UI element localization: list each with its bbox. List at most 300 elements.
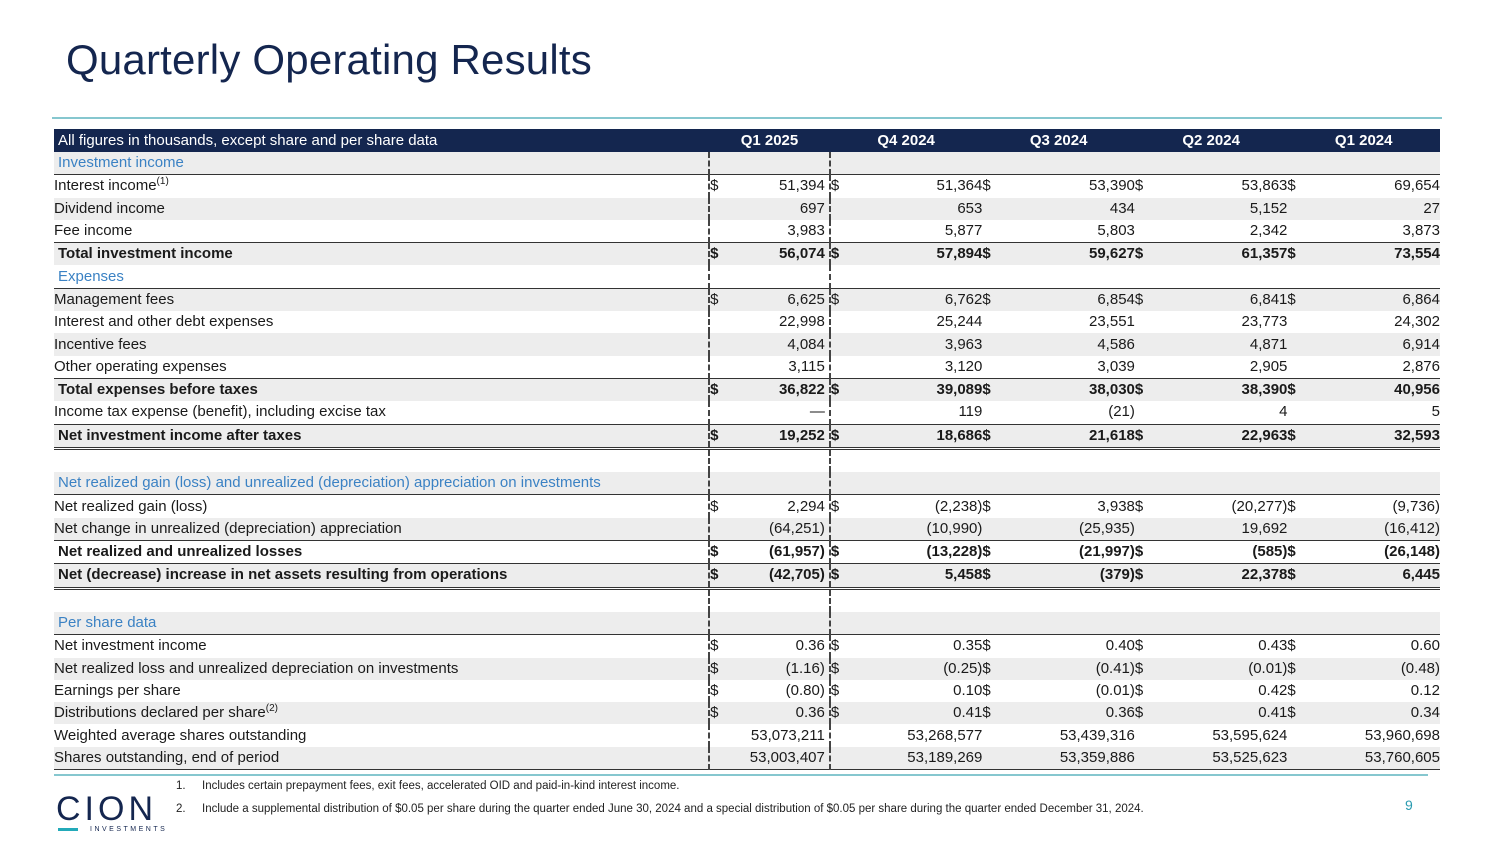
currency-cell	[1287, 564, 1314, 588]
value-cell	[1162, 152, 1288, 175]
currency-cell	[709, 724, 736, 746]
page-title: Quarterly Operating Results	[66, 36, 592, 83]
currency-symbol: $	[710, 681, 719, 699]
currency-symbol: $	[982, 497, 991, 515]
value-cell: (25,935)	[1009, 518, 1135, 541]
currency-symbol: $	[830, 245, 840, 263]
currency-cell	[830, 288, 857, 311]
value-cell: (16,412)	[1314, 518, 1440, 541]
row-label	[54, 152, 709, 175]
currency-symbol: $	[830, 681, 840, 699]
row-label	[54, 243, 709, 266]
table-header-row	[54, 129, 1440, 152]
currency-cell	[982, 635, 1009, 658]
value-cell: (585)	[1162, 541, 1288, 564]
currency-cell	[1287, 243, 1314, 266]
currency-cell	[1135, 702, 1162, 724]
currency-symbol: $	[1287, 426, 1296, 444]
currency-cell	[830, 175, 857, 198]
value-cell	[736, 612, 830, 635]
row-label-text: Net investment income	[54, 637, 207, 655]
currency-symbol: $	[830, 381, 840, 399]
currency-cell	[830, 635, 857, 658]
currency-cell	[709, 198, 736, 220]
value-cell: 3,983	[736, 220, 830, 243]
currency-cell	[830, 495, 857, 518]
value-cell: 2,876	[1314, 356, 1440, 379]
table-row	[54, 311, 1440, 333]
table-row	[54, 220, 1440, 243]
value-cell: 53,073,211	[736, 724, 830, 746]
table-row	[54, 424, 1440, 448]
value-cell: 434	[1009, 198, 1135, 220]
value-cell: 6,445	[1314, 564, 1440, 588]
currency-symbol: $	[710, 177, 719, 195]
currency-cell	[1287, 333, 1314, 355]
table-row	[54, 518, 1440, 541]
currency-cell	[709, 472, 736, 495]
currency-cell	[709, 747, 736, 770]
currency-symbol: $	[1287, 659, 1296, 677]
row-label	[54, 658, 709, 680]
value-cell	[856, 612, 982, 635]
footer-divider	[54, 774, 1428, 776]
currency-symbol: $	[1134, 704, 1144, 722]
row-label	[54, 378, 709, 401]
footnote-ref: (1)	[156, 176, 169, 188]
column-header: Q4 2024	[830, 129, 983, 152]
currency-cell	[1135, 333, 1162, 355]
footnote-number: 1.	[176, 780, 186, 792]
value-cell: 53,268,577	[856, 724, 982, 746]
currency-cell	[982, 265, 1009, 288]
table-row	[54, 401, 1440, 424]
value-cell	[736, 448, 830, 472]
currency-cell	[982, 588, 1009, 612]
value-cell: 53,390	[1009, 175, 1135, 198]
value-cell: 0.40	[1009, 635, 1135, 658]
currency-symbol: $	[710, 426, 719, 444]
table-body	[54, 152, 1440, 770]
value-cell	[856, 265, 982, 288]
currency-cell	[830, 333, 857, 355]
value-cell	[1162, 588, 1288, 612]
currency-cell	[1135, 448, 1162, 472]
currency-cell	[1135, 495, 1162, 518]
value-cell: 0.41	[1162, 702, 1288, 724]
table-header-label: All figures in thousands, except share and per share data	[54, 129, 709, 152]
value-cell: 0.35	[856, 635, 982, 658]
value-cell: 3,115	[736, 356, 830, 379]
currency-cell	[709, 448, 736, 472]
currency-cell	[982, 680, 1009, 702]
currency-symbol: $	[1287, 543, 1296, 561]
currency-cell	[709, 333, 736, 355]
row-label	[54, 198, 709, 220]
row-label-text: Net investment income after taxes	[58, 426, 302, 444]
currency-symbol: $	[982, 566, 991, 584]
table-row	[54, 243, 1440, 266]
section-row	[54, 265, 1440, 288]
value-cell	[1314, 588, 1440, 612]
value-cell: (0.01)	[1162, 658, 1288, 680]
currency-cell	[1287, 311, 1314, 333]
row-label-text: Incentive fees	[54, 335, 147, 353]
value-cell: 53,595,624	[1162, 724, 1288, 746]
currency-symbol: $	[1287, 497, 1296, 515]
value-cell: 4,586	[1009, 333, 1135, 355]
logo-subtitle: INVESTMENTS	[90, 826, 168, 833]
value-cell	[736, 588, 830, 612]
currency-symbol: $	[1134, 426, 1144, 444]
currency-cell	[830, 243, 857, 266]
logo-accent-bar	[58, 828, 78, 831]
value-cell: 53,439,316	[1009, 724, 1135, 746]
footnote-text: Include a supplemental distribution of $0.05 per share during the quarter ended June 30, 2024 and a special distribution of $0.05 per share during the quarter ended December 31, 2024.	[202, 803, 1144, 815]
value-cell: (0.41)	[1009, 658, 1135, 680]
table-row	[54, 333, 1440, 355]
value-cell: 0.60	[1314, 635, 1440, 658]
value-cell: 4,084	[736, 333, 830, 355]
currency-cell	[982, 658, 1009, 680]
currency-cell	[830, 541, 857, 564]
currency-cell	[1135, 635, 1162, 658]
currency-symbol: $	[982, 704, 991, 722]
currency-cell	[982, 288, 1009, 311]
value-cell: 56,074	[736, 243, 830, 266]
row-label	[54, 495, 709, 518]
value-cell: 2,294	[736, 495, 830, 518]
value-cell: 0.43	[1162, 635, 1288, 658]
value-cell: 27	[1314, 198, 1440, 220]
currency-symbol: $	[1134, 245, 1144, 263]
value-cell: 0.36	[736, 702, 830, 724]
value-cell: 38,030	[1009, 378, 1135, 401]
currency-symbol: $	[830, 637, 840, 655]
currency-symbol: $	[830, 566, 840, 584]
currency-cell	[830, 588, 857, 612]
row-label-text: Net realized gain (loss)	[54, 497, 208, 515]
currency-cell	[982, 448, 1009, 472]
currency-cell	[830, 724, 857, 746]
value-cell: 5,877	[856, 220, 982, 243]
currency-symbol: $	[830, 290, 840, 308]
currency-symbol: $	[1134, 681, 1144, 699]
currency-cell	[1135, 378, 1162, 401]
value-cell: 53,189,269	[856, 747, 982, 770]
value-cell: (26,148)	[1314, 541, 1440, 564]
currency-cell	[982, 495, 1009, 518]
row-label-text: Net realized loss and unrealized depreciation on investments	[54, 659, 459, 677]
value-cell	[736, 265, 830, 288]
currency-cell	[709, 288, 736, 311]
row-label	[54, 588, 709, 612]
row-label	[54, 333, 709, 355]
value-cell: 697	[736, 198, 830, 220]
value-cell	[1162, 472, 1288, 495]
value-cell	[1009, 265, 1135, 288]
value-cell: 19,252	[736, 424, 830, 448]
currency-cell	[1135, 747, 1162, 770]
footnote-ref: (2)	[265, 703, 279, 715]
table-row	[54, 175, 1440, 198]
value-cell: (0.80)	[736, 680, 830, 702]
row-label	[54, 612, 709, 635]
row-label-text: Per share data	[58, 614, 157, 632]
value-cell: 53,003,407	[736, 747, 830, 770]
currency-cell	[982, 401, 1009, 424]
currency-cell	[709, 612, 736, 635]
section-row	[54, 472, 1440, 495]
table-row	[54, 680, 1440, 702]
value-cell	[1314, 612, 1440, 635]
currency-symbol: $	[1134, 290, 1144, 308]
currency-cell	[830, 564, 857, 588]
currency-cell	[1135, 588, 1162, 612]
column-header: Q1 2024	[1287, 129, 1440, 152]
row-label	[54, 518, 709, 541]
row-label	[54, 401, 709, 424]
currency-cell	[1287, 724, 1314, 746]
value-cell: 5,152	[1162, 198, 1288, 220]
cion-logo	[56, 790, 168, 833]
currency-cell	[1287, 495, 1314, 518]
currency-cell	[1287, 612, 1314, 635]
currency-cell	[982, 356, 1009, 379]
currency-symbol: $	[710, 290, 719, 308]
value-cell: 21,618	[1009, 424, 1135, 448]
table-row	[54, 378, 1440, 401]
currency-symbol: $	[1287, 566, 1296, 584]
footnotes	[176, 779, 1144, 825]
currency-cell	[1135, 680, 1162, 702]
value-cell	[1314, 448, 1440, 472]
currency-cell	[830, 658, 857, 680]
value-cell: 38,390	[1162, 378, 1288, 401]
value-cell: —	[736, 401, 830, 424]
currency-symbol: $	[1134, 177, 1144, 195]
currency-symbol: $	[982, 381, 991, 399]
currency-cell	[982, 702, 1009, 724]
currency-cell	[1135, 288, 1162, 311]
currency-cell	[982, 198, 1009, 220]
currency-cell	[830, 448, 857, 472]
currency-symbol: $	[830, 426, 840, 444]
currency-cell	[709, 680, 736, 702]
row-label-text: Distributions declared per share	[54, 704, 266, 722]
value-cell: 61,357	[1162, 243, 1288, 266]
currency-cell	[709, 702, 736, 724]
value-cell: 0.10	[856, 680, 982, 702]
currency-cell	[1135, 658, 1162, 680]
value-cell: 2,342	[1162, 220, 1288, 243]
currency-symbol: $	[830, 497, 840, 515]
value-cell: 53,525,623	[1162, 747, 1288, 770]
column-header: Q1 2025	[709, 129, 830, 152]
value-cell: 0.36	[736, 635, 830, 658]
value-cell: 6,841	[1162, 288, 1288, 311]
row-label	[54, 680, 709, 702]
currency-cell	[1287, 448, 1314, 472]
value-cell: 53,863	[1162, 175, 1288, 198]
currency-cell	[830, 152, 857, 175]
currency-symbol: $	[1287, 381, 1296, 399]
currency-cell	[982, 378, 1009, 401]
row-label-text: Interest and other debt expenses	[54, 313, 274, 331]
row-label-text: Investment income	[58, 154, 184, 172]
currency-cell	[1287, 175, 1314, 198]
value-cell: 36,822	[736, 378, 830, 401]
currency-cell	[982, 612, 1009, 635]
currency-symbol: $	[1134, 497, 1144, 515]
currency-cell	[1135, 356, 1162, 379]
value-cell: 59,627	[1009, 243, 1135, 266]
value-cell: 40,956	[1314, 378, 1440, 401]
currency-cell	[1287, 288, 1314, 311]
spacer-row	[54, 448, 1440, 472]
value-cell	[1009, 612, 1135, 635]
currency-symbol: $	[982, 290, 991, 308]
row-label	[54, 265, 709, 288]
currency-symbol: $	[1134, 659, 1144, 677]
currency-cell	[830, 424, 857, 448]
footnote-text: Includes certain prepayment fees, exit fees, accelerated OID and paid-in-kind interest income.	[202, 780, 680, 792]
currency-cell	[1135, 175, 1162, 198]
value-cell: 53,359,886	[1009, 747, 1135, 770]
value-cell: 6,854	[1009, 288, 1135, 311]
value-cell: (20,277)	[1162, 495, 1288, 518]
value-cell	[1009, 588, 1135, 612]
currency-cell	[830, 198, 857, 220]
currency-cell	[982, 472, 1009, 495]
footnote	[176, 779, 1144, 802]
value-cell: 4,871	[1162, 333, 1288, 355]
value-cell	[856, 152, 982, 175]
currency-cell	[830, 265, 857, 288]
currency-cell	[709, 265, 736, 288]
currency-symbol: $	[982, 659, 991, 677]
section-row	[54, 612, 1440, 635]
currency-cell	[709, 658, 736, 680]
currency-cell	[1287, 702, 1314, 724]
value-cell: (61,957)	[736, 541, 830, 564]
currency-cell	[830, 702, 857, 724]
value-cell	[1314, 152, 1440, 175]
footnote	[176, 802, 1144, 825]
currency-cell	[709, 220, 736, 243]
operating-results-table	[54, 129, 1440, 770]
currency-cell	[709, 152, 736, 175]
row-label-text: Expenses	[58, 267, 124, 285]
value-cell	[856, 448, 982, 472]
currency-symbol: $	[1134, 381, 1144, 399]
value-cell: (21,997)	[1009, 541, 1135, 564]
section-row	[54, 152, 1440, 175]
logo-wordmark: CION	[56, 790, 157, 828]
currency-symbol: $	[710, 245, 719, 263]
currency-cell	[1287, 401, 1314, 424]
currency-cell	[1135, 612, 1162, 635]
currency-symbol: $	[830, 704, 840, 722]
currency-cell	[709, 311, 736, 333]
currency-symbol: $	[830, 659, 840, 677]
currency-cell	[982, 541, 1009, 564]
currency-cell	[1287, 265, 1314, 288]
currency-symbol: $	[1134, 543, 1144, 561]
value-cell: (379)	[1009, 564, 1135, 588]
row-label	[54, 724, 709, 746]
currency-cell	[1135, 311, 1162, 333]
value-cell: 53,960,698	[1314, 724, 1440, 746]
currency-cell	[1287, 424, 1314, 448]
row-label-text: Shares outstanding, end of period	[54, 748, 280, 766]
currency-cell	[1135, 152, 1162, 175]
value-cell	[736, 152, 830, 175]
value-cell: 3,873	[1314, 220, 1440, 243]
value-cell: 51,364	[856, 175, 982, 198]
currency-cell	[982, 311, 1009, 333]
value-cell	[1009, 448, 1135, 472]
table-row	[54, 495, 1440, 518]
currency-cell	[709, 424, 736, 448]
row-label	[54, 702, 709, 724]
value-cell: (0.01)	[1009, 680, 1135, 702]
table-row	[54, 635, 1440, 658]
value-cell	[1314, 265, 1440, 288]
row-label	[54, 448, 709, 472]
currency-cell	[1287, 378, 1314, 401]
value-cell: 6,864	[1314, 288, 1440, 311]
row-label-text: Earnings per share	[54, 681, 181, 699]
value-cell	[1162, 612, 1288, 635]
table-row	[54, 724, 1440, 746]
currency-cell	[1135, 265, 1162, 288]
value-cell	[1009, 472, 1135, 495]
value-cell: 5	[1314, 401, 1440, 424]
currency-cell	[709, 564, 736, 588]
value-cell: (2,238)	[856, 495, 982, 518]
currency-cell	[830, 680, 857, 702]
value-cell	[1009, 152, 1135, 175]
value-cell: 53,760,605	[1314, 747, 1440, 770]
currency-cell	[1135, 220, 1162, 243]
currency-symbol: $	[710, 543, 719, 561]
row-label-text: Interest income	[54, 177, 157, 195]
currency-symbol: $	[982, 637, 991, 655]
currency-cell	[830, 518, 857, 541]
row-label	[54, 356, 709, 379]
value-cell: 0.36	[1009, 702, 1135, 724]
value-cell: 5,803	[1009, 220, 1135, 243]
currency-symbol: $	[982, 681, 991, 699]
value-cell: 3,039	[1009, 356, 1135, 379]
table-row	[54, 198, 1440, 220]
currency-cell	[709, 588, 736, 612]
row-label-text: Total investment income	[58, 245, 233, 263]
currency-cell	[982, 220, 1009, 243]
currency-symbol: $	[1287, 637, 1296, 655]
currency-symbol: $	[1287, 290, 1296, 308]
value-cell: (9,736)	[1314, 495, 1440, 518]
currency-cell	[709, 495, 736, 518]
spacer-row	[54, 588, 1440, 612]
value-cell: 57,894	[856, 243, 982, 266]
value-cell: 0.12	[1314, 680, 1440, 702]
value-cell: 5,458	[856, 564, 982, 588]
currency-cell	[1287, 518, 1314, 541]
currency-cell	[1135, 724, 1162, 746]
currency-symbol: $	[1287, 245, 1296, 263]
